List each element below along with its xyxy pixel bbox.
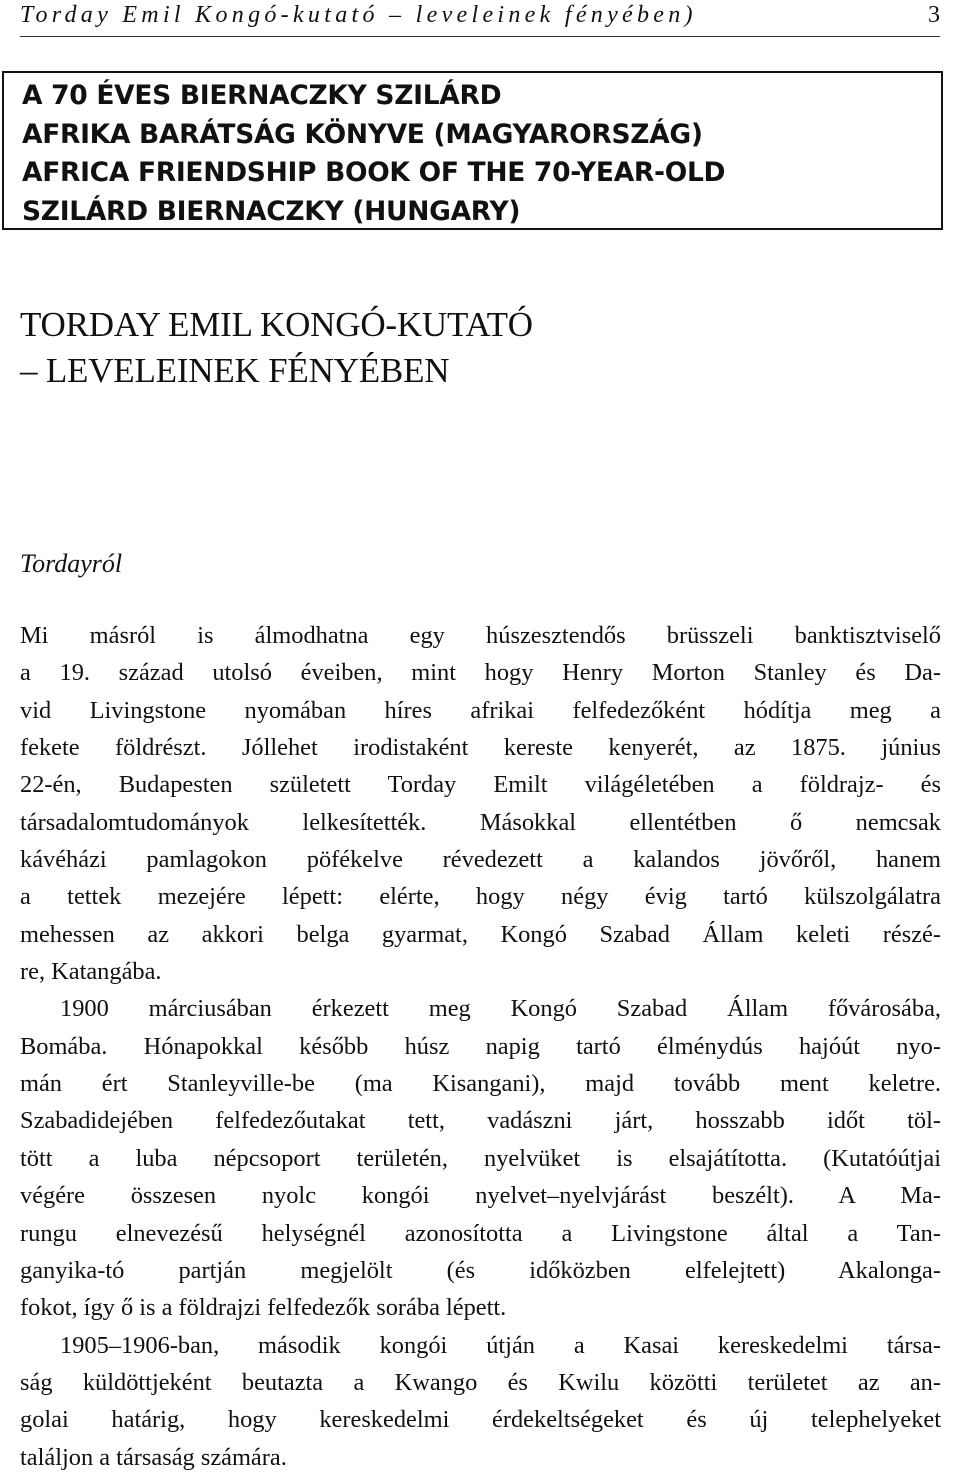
text-line: fokot, így ő is a földrajzi felfedezők sorába lépett.	[20, 1294, 507, 1322]
book-title-line: AFRIKA BARÁTSÁG KÖNYVE (MAGYARORSZÁG)	[22, 118, 703, 150]
running-header-title: Torday Emil Kongó-kutató – leveleinek fényében)	[20, 2, 697, 28]
text-line: ganyika-tó partján megjelölt (és időközben elfelejtett) Akalonga-	[20, 1256, 941, 1284]
article-title-line-2: – LEVELEINEK FÉNYÉBEN	[20, 351, 450, 390]
text-line: 1905–1906-ban, második kongói útján a Kasai kereskedelmi társa-	[60, 1331, 941, 1359]
text-line: mehessen az akkori belga gyarmat, Kongó Szabad Állam keleti részé-	[20, 920, 941, 948]
book-title-line: SZILÁRD BIERNACZKY (HUNGARY)	[22, 195, 521, 227]
book-title-line: A 70 ÉVES BIERNACZKY SZILÁRD	[22, 80, 502, 111]
text-line: golai határig, hogy kereskedelmi érdekeltségeket és új telephelyeket	[20, 1406, 941, 1434]
page-number: 3	[928, 2, 940, 28]
text-line: végére összesen nyolc kongói nyelvet–nyelvjárást beszélt). A Ma-	[20, 1182, 941, 1210]
paragraph-2	[20, 990, 941, 1326]
article-title-line-1: TORDAY EMIL KONGÓ-KUTATÓ	[20, 305, 533, 344]
text-line: találjon a társaság számára.	[20, 1443, 287, 1471]
text-line: re, Katangába.	[20, 958, 162, 986]
header-rule	[20, 36, 940, 37]
text-line: 1900 márciusában érkezett meg Kongó Szabad Állam fővárosába,	[60, 995, 941, 1023]
text-line: társadalomtudományok lelkesítették. Másokkal ellentétben ő nemcsak	[20, 808, 941, 836]
article-title	[20, 302, 533, 394]
text-line: 22-én, Budapesten született Torday Emilt világéletében a földrajz- és	[20, 771, 941, 799]
text-line: ság küldöttjeként beutazta a Kwango és Kwilu közötti területet az an-	[20, 1368, 941, 1396]
text-line: a 19. század utolsó éveiben, mint hogy Henry Morton Stanley és Da-	[20, 659, 941, 687]
text-line: mán ért Stanleyville-be (ma Kisangani), majd tovább ment keletre.	[20, 1070, 941, 1098]
text-line: tött a luba népcsoport területén, nyelvüket is elsajátította. (Kutatóútjai	[20, 1144, 941, 1172]
text-line: fekete földrészt. Jóllehet irodistaként kereste kenyerét, az 1875. június	[20, 734, 941, 762]
text-line: rungu elnevezésű helységnél azonosította a Livingstone által a Tan-	[20, 1219, 941, 1247]
text-line: a tettek mezejére lépett: elérte, hogy négy évig tartó külszolgálatra	[20, 883, 941, 911]
text-line: kávéházi pamlagokon pöfékelve révedezett a kalandos jövőről, hanem	[20, 846, 941, 874]
book-title-line: AFRICA FRIENDSHIP BOOK OF THE 70-YEAR-OLD	[22, 157, 726, 188]
paragraph-1	[20, 617, 941, 990]
text-line: Mi másról is álmodhatna egy húszesztendős brüsszeli banktisztviselő	[20, 622, 941, 649]
running-header	[20, 0, 940, 34]
body-text	[20, 617, 941, 1476]
text-line: vid Livingstone nyomában híres afrikai felfedezőként hódítja meg a	[20, 696, 941, 724]
book-title-box	[2, 71, 943, 230]
text-line: Szabadidejében felfedezőutakat tett, vadászni járt, hosszabb időt töl-	[20, 1107, 941, 1135]
text-line: Bomába. Hónapokkal később húsz napig tartó élménydús hajóút nyo-	[20, 1032, 941, 1060]
paragraph-3	[20, 1327, 941, 1476]
section-heading: Tordayról	[20, 549, 123, 578]
